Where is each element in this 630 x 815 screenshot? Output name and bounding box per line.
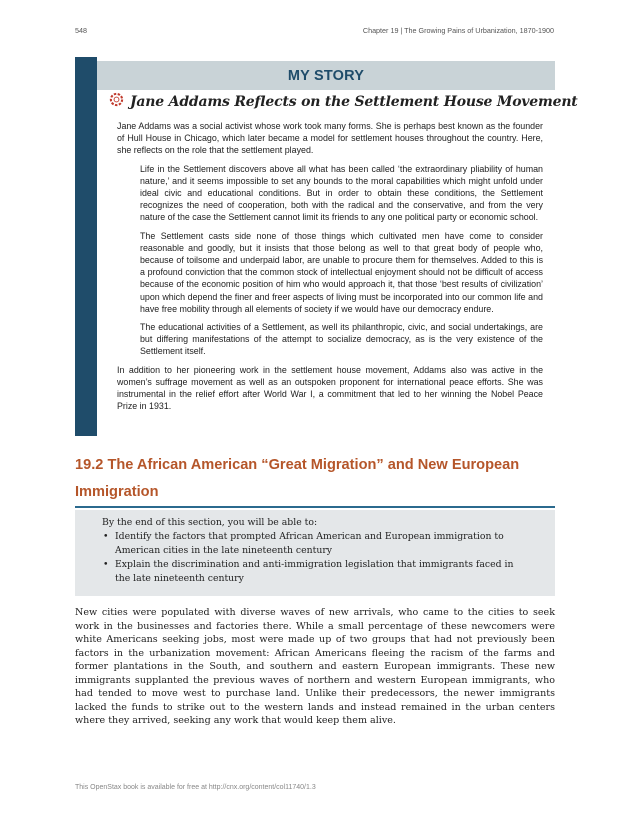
quote-paragraph: Life in the Settlement discovers above all what has been called ‘the extraordinary pliability of human nature,’ and it seems impossible to set any bounds to the moral capabilities which might unfold under ideal civic and educational conditions. But in order to obtain these conditions, the Settlement recognizes the need of cooperation, both with the radical and the conservative, and from the very nature of the case the Settlement cannot limit its friends to any one political party or economic school. [140,163,543,223]
bullet-icon: • [103,531,109,542]
quote-paragraph: The Settlement casts side none of those things which cultivated men have come to consider reasonable and goodly, but it insists that those belong as well to that great body of people who, because of toilsome and underpaid labor, are unable to procure them for themselves. Added to this is a profound conviction that the common stock of intellectual enjoyment should not be difficult of access because of the economic position of him who would approach it, that those ‘best results of civilization’ upon which depend the finer and freer aspects of living must be incorporated into our common life and have free mobility through all elements of society if we would have our democracy endure. [140,230,543,314]
learning-objectives [75,510,555,596]
objective-text: Explain the discrimination and anti-immigration legislation that immigrants faced in the late nineteenth century [115,559,514,584]
page-header [75,26,554,35]
objective-item [103,558,522,586]
my-story-sidebar [75,57,97,436]
page-number: 548 [75,26,87,35]
my-story-box [75,57,578,436]
quote-paragraph: The educational activities of a Settlement, as well its philanthropic, civic, and social undertakings, are but differing manifestations of the attempt to socialize democracy, as is the very existence of the Settlement itself. [140,322,543,357]
my-story-closing: In addition to her pioneering work in the settlement house movement, Addams also was active in the women’s suffrage movement as well as an outspoken proponent for international peace efforts. She was instrumental in the relief effort after World War I, a commitment that led to her winning the Nobel Peace Prize in 1931. [117,364,543,412]
objective-text: Identify the factors that prompted African American and European immigration to American cities in the late nineteenth century [115,531,504,556]
my-story-title: Jane Addams Reflects on the Settlement House Movement [130,94,578,110]
my-story-label: MY STORY [97,61,555,90]
bullet-icon: • [103,559,109,570]
section-divider [75,506,555,508]
objectives-intro: By the end of this section, you will be able to: [102,517,318,528]
section-title: 19.2 The African American “Great Migration” and New European Immigration [75,457,520,500]
my-story-intro: Jane Addams was a social activist whose work took many forms. She is perhaps best known as the founder of Hull House in Chicago, which later became a model for settlement houses throughout the country. Here, she reflects on the role that the settlement played. [117,121,543,156]
my-story-title-row [109,91,578,113]
objective-item [103,530,522,558]
life-ring-icon [109,92,124,112]
section-body: New cities were populated with diverse waves of new arrivals, who came to the cities to seek work in the businesses and factories there. While a small percentage of these newcomers were white Americans seeking jobs, most were made up of two groups that had not previously been factors in the urbanization movement: African Americans fleeing the racism of the farms and former plantations in the South, and southern and eastern European immigrants. These new immigrants supplanted the previous waves of northern and western European immigrants, who had tended to move west to purchase land. Unlike their predecessors, the newer immigrants lacked the funds to strike out to the western lands and instead remained in the urban centers where they arrived, seeking any work that would keep them alive. [75,607,555,726]
objectives-list [102,530,522,586]
page-footer: This OpenStax book is available for free at http://cnx.org/content/col11740/1.3 [75,784,316,791]
my-story-body [117,120,543,418]
chapter-title: Chapter 19 | The Growing Pains of Urbanization, 1870-1900 [362,26,554,35]
